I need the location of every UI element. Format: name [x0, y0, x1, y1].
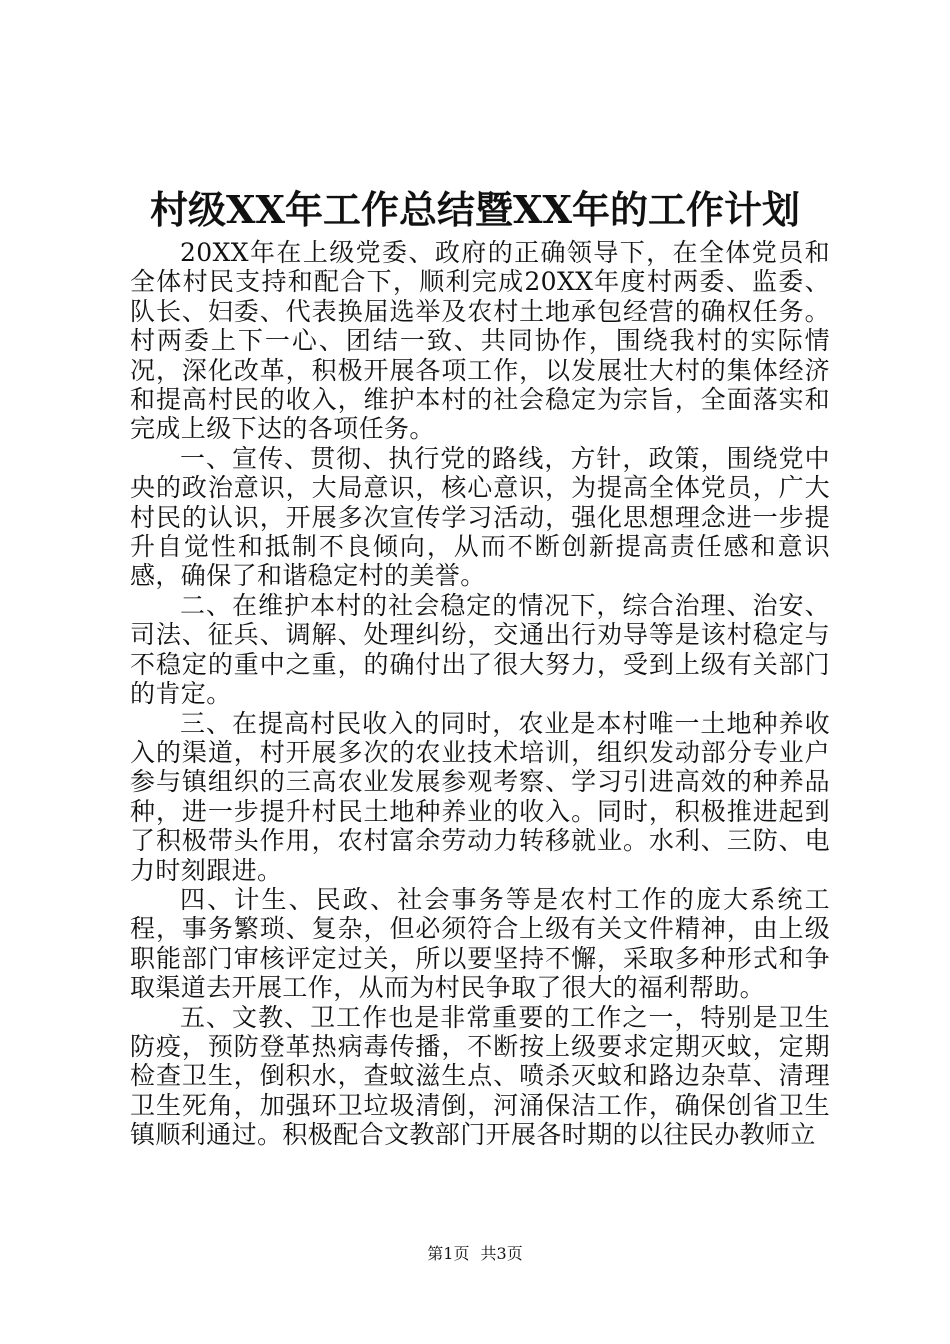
paragraph-intro: 20XX年在上级党委、政府的正确领导下，在全体党员和全体村民支持和配合下，顺利完成20XX年度村两委、监委、队长、妇委、代表换届选举及农村土地承包经营的确权任务。村两委上下一心、团结一致、共同协作，围绕我村的实际情况，深化改革，积极开展各项工作，以发展壮大村的集体经济和提高村民的收入，维护本村的社会稳定为宗旨，全面落实和完成上级下达的各项任务。 — [130, 238, 830, 444]
paragraph-section-1: 一、宣传、贯彻、执行党的路线，方针，政策，围绕党中央的政治意识，大局意识，核心意识，为提高全体党员，广大村民的认识，开展多次宣传学习活动，强化思想理念进一步提升自觉性和抵制不良倾向，从而不断创新提高责任感和意识感，确保了和谐稳定村的美誉。 — [130, 443, 830, 591]
paragraph-section-3: 三、在提高村民收入的同时，农业是本村唯一土地种养收入的渠道，村开展多次的农业技术培训，组织发动部分专业户参与镇组织的三高农业发展参观考察、学习引进高效的种养品种，进一步提升村民土地种养业的收入。同时，积极推进起到了积极带头作用，农村富余劳动力转移就业。水利、三防、电力时刻跟进。 — [130, 708, 830, 885]
page-footer — [0, 1243, 950, 1265]
document-title: 村级XX年工作总结暨XX年的工作计划 — [150, 187, 800, 232]
paragraph-section-5: 五、文教、卫工作也是非常重要的工作之一，特别是卫生防疫，预防登革热病毒传播，不断按上级要求定期灭蚊，定期检查卫生，倒积水，查蚊滋生点、喷杀灭蚊和路边杂草、清理卫生死角，加强环卫垃圾清倒，河涌保洁工作，确保创省卫生镇顺利通过。积极配合文教部门开展各时期的以往民办教师立 — [130, 1002, 830, 1150]
page-number: 第1页 — [427, 1244, 470, 1263]
paragraph-section-2: 二、在维护本村的社会稳定的情况下，综合治理、治安、司法、征兵、调解、处理纠纷，交通出行劝导等是该村稳定与不稳定的重中之重，的确付出了很大努力，受到上级有关部门的肯定。 — [130, 590, 830, 709]
page-total: 共3页 — [480, 1244, 523, 1263]
paragraph-section-4: 四、计生、民政、社会事务等是农村工作的庞大系统工程，事务繁琐、复杂，但必须符合上级有关文件精神，由上级职能部门审核评定过关，所以要坚持不懈，采取多种形式和争取渠道去开展工作，从而为村民争取了很大的福利帮助。 — [130, 884, 830, 1003]
document-body — [130, 238, 830, 1150]
